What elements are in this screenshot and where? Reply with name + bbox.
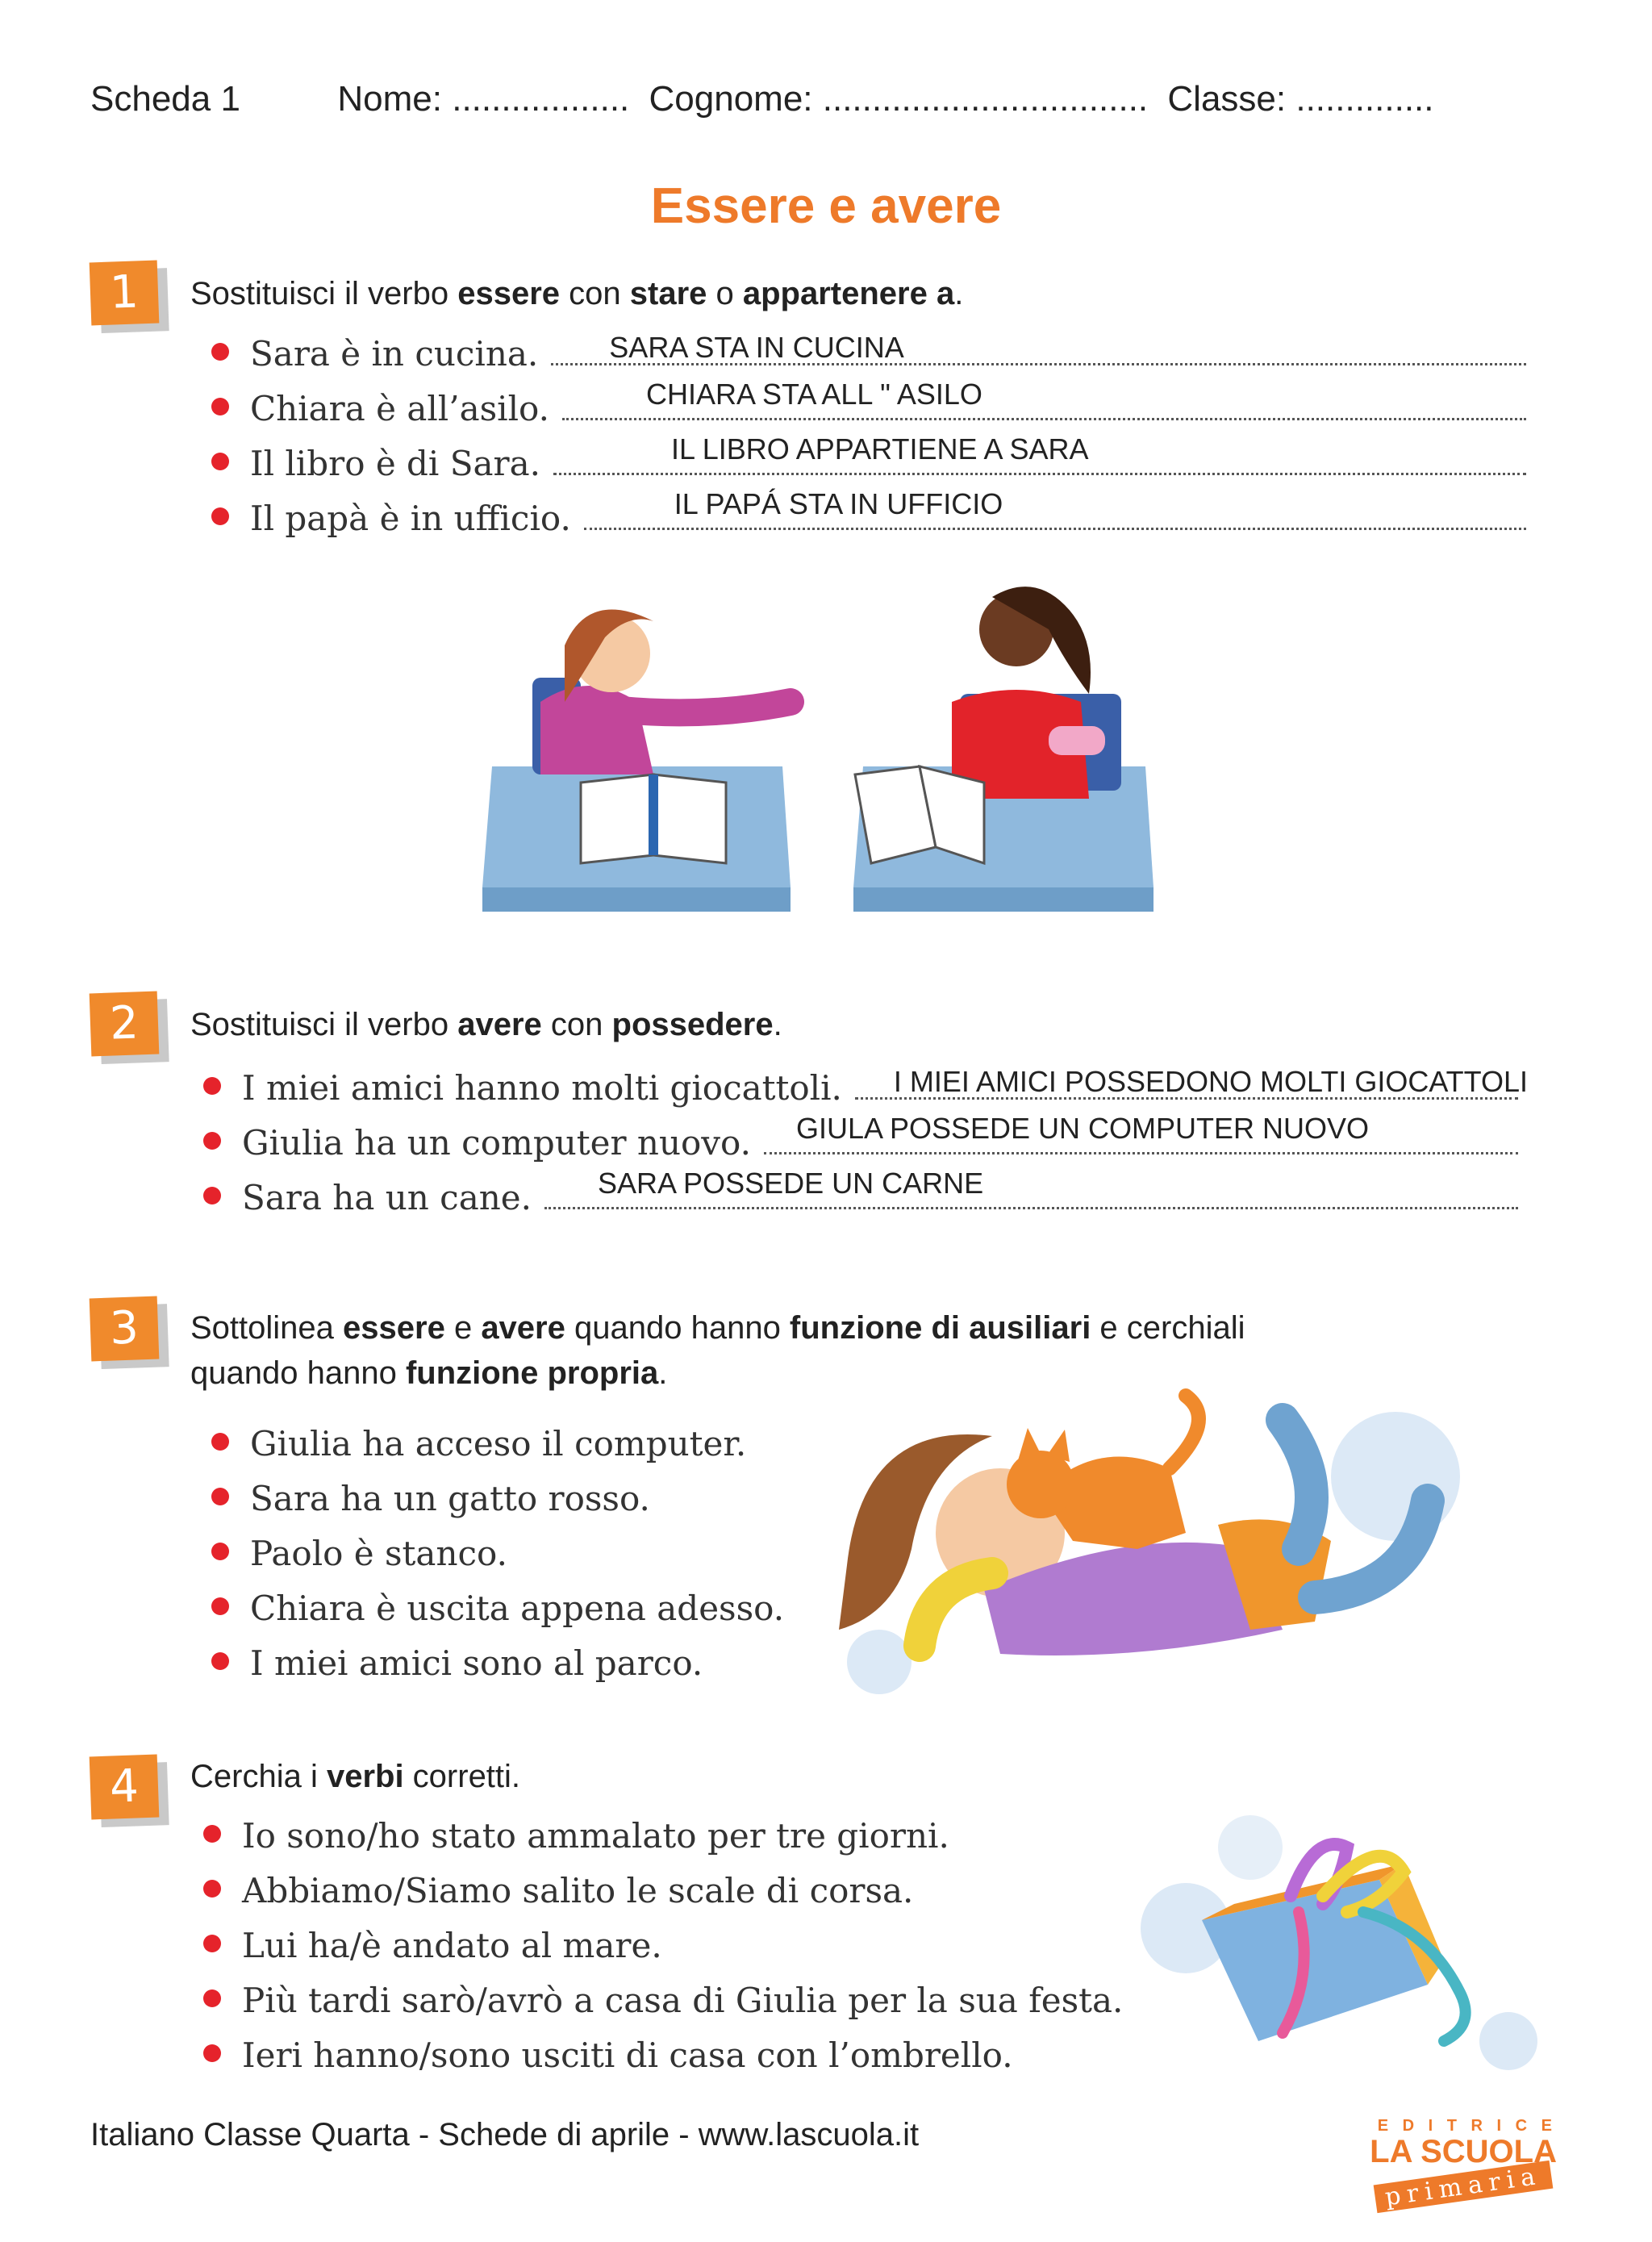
item-text[interactable]: Lui ha/è andato al mare. [242, 1926, 662, 1965]
answer-text: SARA POSSEDE UN CARNE [598, 1167, 984, 1200]
item-text: Giulia ha un computer nuovo. [242, 1123, 751, 1163]
exercise-4-list [203, 1801, 1123, 2075]
bullet-icon [211, 1433, 229, 1451]
bullet-icon [203, 1880, 221, 1898]
item-text[interactable]: Io sono/ho stato ammalato per tre giorni. [242, 1816, 949, 1856]
logo-sub: primaria [1374, 2161, 1554, 2213]
exercise-3-item [211, 1573, 784, 1628]
answer-text: SARA STA IN CUCINA [609, 331, 904, 364]
exercise-3-item [211, 1409, 784, 1463]
answer-line[interactable] [855, 1065, 1529, 1100]
bullet-icon [203, 2044, 221, 2062]
exercise-1-item [211, 487, 1526, 538]
logo-name: LA SCUOLA [1370, 2134, 1557, 2169]
item-text[interactable]: Sara ha un gatto rosso. [250, 1479, 650, 1518]
exercise-2-item [203, 1112, 1518, 1163]
exercise-4-item [203, 1856, 1123, 1910]
exercise-2-instruction: Sostituisci il verbo avere con possedere. [190, 1007, 782, 1042]
answer-text: IL LIBRO APPARTIENE A SARA [671, 432, 1089, 466]
page-footer: Italiano Classe Quarta - Schede di aprile - www.lascuola.it [90, 2117, 920, 2152]
item-text[interactable]: Chiara è uscita appena adesso. [250, 1589, 785, 1628]
answer-text: GIULA POSSEDE UN COMPUTER NUOVO [795, 1112, 1370, 1145]
bullet-icon [211, 1652, 229, 1670]
exercise-4-item [203, 1910, 1123, 1965]
item-text[interactable]: Abbiamo/Siamo salito le scale di corsa. [242, 1871, 914, 1910]
publisher-logo [1363, 2117, 1557, 2212]
bullet-icon [203, 1989, 221, 2007]
item-text[interactable]: Giulia ha acceso il computer. [250, 1424, 747, 1463]
answer-text: I MIEI AMICI POSSEDONO MOLTI GIOCATTOLI [893, 1065, 1529, 1098]
item-text[interactable]: Paolo è stanco. [250, 1534, 507, 1573]
name-field[interactable]: Nome: .................. [337, 79, 630, 119]
exercise-1-item [211, 331, 1526, 374]
answer-line[interactable] [764, 1112, 1518, 1154]
bullet-icon [211, 453, 229, 470]
answer-line[interactable] [553, 432, 1526, 475]
bullet-icon [203, 1132, 221, 1150]
exercise-3-item [211, 1628, 784, 1683]
girls-at-desks-illustration [468, 581, 1194, 936]
item-text[interactable]: Più tardi sarò/avrò a casa di Giulia per la sua festa. [242, 1981, 1124, 2020]
item-text: Chiara è all’asilo. [250, 389, 549, 428]
answer-line[interactable] [551, 331, 1526, 365]
item-text: Sara è in cucina. [250, 334, 539, 374]
class-field[interactable]: Classe: .............. [1167, 79, 1434, 119]
exercise-1-item [211, 378, 1526, 428]
bullet-icon [211, 1597, 229, 1615]
bullet-icon [203, 1825, 221, 1843]
exercise-2-item [203, 1065, 1529, 1108]
item-text: Il papà è in ufficio. [250, 499, 571, 538]
exercise-4-item [203, 2020, 1123, 2075]
exercise-3-list [211, 1409, 784, 1683]
item-text: I miei amici hanno molti giocattoli. [242, 1068, 842, 1108]
logo-editrice: E D I T R I C E [1377, 2117, 1557, 2135]
exercise-3-instruction: Sottolinea essere e avere quando hanno funzione di ausiliari e cerchiali quando hanno funzione propria. [190, 1310, 1245, 1391]
exercise-4-item [203, 1965, 1123, 2020]
item-text[interactable]: I miei amici sono al parco. [250, 1643, 703, 1683]
answer-line[interactable] [544, 1167, 1518, 1209]
exercise-number-1: 1 [90, 261, 160, 326]
item-text: Sara ha un cane. [242, 1178, 532, 1217]
exercise-4-item [203, 1801, 1123, 1856]
item-text: Il libro è di Sara. [250, 444, 540, 483]
answer-text: IL PAPÁ STA IN UFFICIO [674, 487, 1003, 520]
bullet-icon [211, 507, 229, 525]
bullet-icon [211, 1488, 229, 1505]
exercise-4-instruction: Cerchia i verbi corretti. [190, 1759, 521, 1794]
exercise-number-2: 2 [90, 992, 160, 1057]
exercise-1-instruction: Sostituisci il verbo essere con stare o appartenere a. [190, 276, 964, 311]
worksheet-header [90, 79, 1434, 119]
sheet-number: Scheda 1 [90, 79, 240, 119]
answer-text: CHIARA STA ALL " ASILO [645, 378, 982, 411]
bullet-icon [203, 1077, 221, 1095]
exercise-number-4: 4 [90, 1755, 160, 1820]
bullet-icon [203, 1187, 221, 1205]
exercise-2-item [203, 1167, 1518, 1217]
gift-box-illustration [1137, 1799, 1557, 2073]
exercise-1-item [211, 432, 1526, 483]
bullet-icon [211, 343, 229, 361]
page-title: Essere e avere [650, 178, 1002, 234]
bullet-icon [203, 1935, 221, 1952]
surname-field[interactable]: Cognome: ................................. [649, 79, 1149, 119]
item-text[interactable]: Ieri hanno/sono usciti di casa con l’ombrello. [242, 2035, 1013, 2075]
girl-with-cat-illustration [831, 1388, 1476, 1694]
exercise-3-item [211, 1463, 784, 1518]
exercise-number-3: 3 [90, 1296, 160, 1362]
bullet-icon [211, 398, 229, 415]
answer-line[interactable] [584, 487, 1526, 530]
exercise-3-item [211, 1518, 784, 1573]
bullet-icon [211, 1543, 229, 1560]
answer-line[interactable] [562, 378, 1526, 420]
